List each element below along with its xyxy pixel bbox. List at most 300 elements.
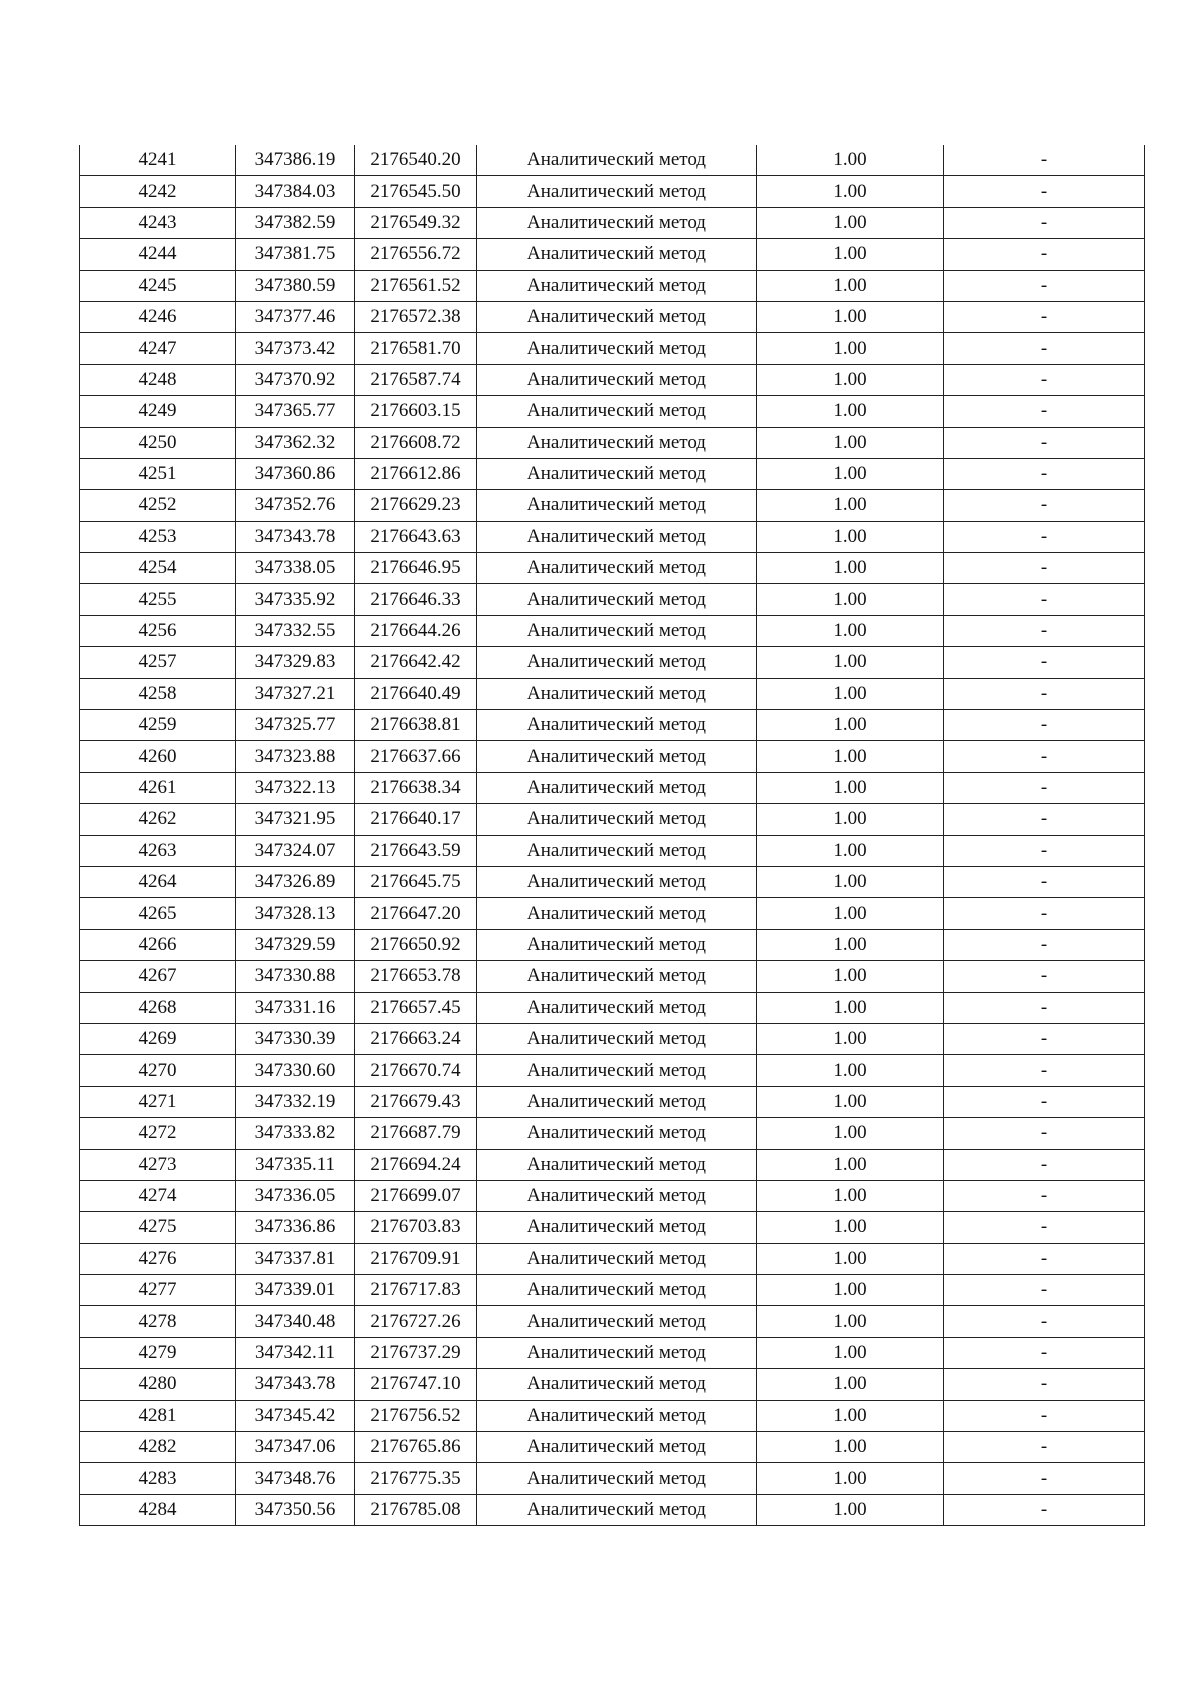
note-cell: - [944, 1463, 1145, 1494]
accuracy-cell: 1.00 [757, 898, 944, 929]
table-row [80, 1055, 1145, 1086]
table-row [80, 1180, 1145, 1211]
point-number-cell: 4256 [80, 615, 236, 646]
y-coordinate-cell: 2176717.83 [355, 1275, 477, 1306]
table-row [80, 961, 1145, 992]
table-row [80, 1023, 1145, 1054]
point-number-cell: 4275 [80, 1212, 236, 1243]
table-row [80, 804, 1145, 835]
x-coordinate-cell: 347338.05 [236, 553, 355, 584]
x-coordinate-cell: 347345.42 [236, 1400, 355, 1431]
accuracy-cell: 1.00 [757, 961, 944, 992]
x-coordinate-cell: 347352.76 [236, 490, 355, 521]
note-cell: - [944, 1275, 1145, 1306]
y-coordinate-cell: 2176687.79 [355, 1118, 477, 1149]
accuracy-cell: 1.00 [757, 364, 944, 395]
table-row [80, 1400, 1145, 1431]
y-coordinate-cell: 2176629.23 [355, 490, 477, 521]
table-row [80, 270, 1145, 301]
table-row [80, 1337, 1145, 1368]
accuracy-cell: 1.00 [757, 710, 944, 741]
method-cell: Аналитический метод [477, 647, 757, 678]
method-cell: Аналитический метод [477, 584, 757, 615]
y-coordinate-cell: 2176643.63 [355, 521, 477, 552]
method-cell: Аналитический метод [477, 1494, 757, 1525]
x-coordinate-cell: 347362.32 [236, 427, 355, 458]
note-cell: - [944, 1149, 1145, 1180]
note-cell: - [944, 898, 1145, 929]
note-cell: - [944, 145, 1145, 176]
x-coordinate-cell: 347339.01 [236, 1275, 355, 1306]
y-coordinate-cell: 2176540.20 [355, 145, 477, 176]
x-coordinate-cell: 347323.88 [236, 741, 355, 772]
x-coordinate-cell: 347329.59 [236, 929, 355, 960]
point-number-cell: 4242 [80, 176, 236, 207]
x-coordinate-cell: 347360.86 [236, 458, 355, 489]
method-cell: Аналитический метод [477, 1180, 757, 1211]
accuracy-cell: 1.00 [757, 333, 944, 364]
accuracy-cell: 1.00 [757, 678, 944, 709]
point-number-cell: 4247 [80, 333, 236, 364]
accuracy-cell: 1.00 [757, 741, 944, 772]
table-row [80, 301, 1145, 332]
accuracy-cell: 1.00 [757, 1212, 944, 1243]
method-cell: Аналитический метод [477, 427, 757, 458]
accuracy-cell: 1.00 [757, 1463, 944, 1494]
y-coordinate-cell: 2176747.10 [355, 1369, 477, 1400]
table-row [80, 427, 1145, 458]
x-coordinate-cell: 347327.21 [236, 678, 355, 709]
x-coordinate-cell: 347336.86 [236, 1212, 355, 1243]
table-row [80, 1494, 1145, 1525]
x-coordinate-cell: 347330.88 [236, 961, 355, 992]
accuracy-cell: 1.00 [757, 1432, 944, 1463]
point-number-cell: 4284 [80, 1494, 236, 1525]
table-row [80, 490, 1145, 521]
y-coordinate-cell: 2176775.35 [355, 1463, 477, 1494]
method-cell: Аналитический метод [477, 458, 757, 489]
accuracy-cell: 1.00 [757, 1118, 944, 1149]
method-cell: Аналитический метод [477, 1275, 757, 1306]
y-coordinate-cell: 2176556.72 [355, 239, 477, 270]
x-coordinate-cell: 347377.46 [236, 301, 355, 332]
point-number-cell: 4261 [80, 772, 236, 803]
x-coordinate-cell: 347340.48 [236, 1306, 355, 1337]
y-coordinate-cell: 2176642.42 [355, 647, 477, 678]
point-number-cell: 4241 [80, 145, 236, 176]
accuracy-cell: 1.00 [757, 1369, 944, 1400]
y-coordinate-cell: 2176679.43 [355, 1086, 477, 1117]
accuracy-cell: 1.00 [757, 584, 944, 615]
y-coordinate-cell: 2176638.34 [355, 772, 477, 803]
method-cell: Аналитический метод [477, 961, 757, 992]
accuracy-cell: 1.00 [757, 490, 944, 521]
y-coordinate-cell: 2176646.33 [355, 584, 477, 615]
table-row [80, 1212, 1145, 1243]
point-number-cell: 4267 [80, 961, 236, 992]
y-coordinate-cell: 2176737.29 [355, 1337, 477, 1368]
point-number-cell: 4253 [80, 521, 236, 552]
y-coordinate-cell: 2176709.91 [355, 1243, 477, 1274]
accuracy-cell: 1.00 [757, 1275, 944, 1306]
accuracy-cell: 1.00 [757, 1055, 944, 1086]
accuracy-cell: 1.00 [757, 1494, 944, 1525]
note-cell: - [944, 396, 1145, 427]
table-row [80, 176, 1145, 207]
y-coordinate-cell: 2176647.20 [355, 898, 477, 929]
method-cell: Аналитический метод [477, 1086, 757, 1117]
note-cell: - [944, 678, 1145, 709]
accuracy-cell: 1.00 [757, 992, 944, 1023]
x-coordinate-cell: 347326.89 [236, 866, 355, 897]
y-coordinate-cell: 2176646.95 [355, 553, 477, 584]
point-number-cell: 4248 [80, 364, 236, 395]
point-number-cell: 4269 [80, 1023, 236, 1054]
x-coordinate-cell: 347384.03 [236, 176, 355, 207]
x-coordinate-cell: 347381.75 [236, 239, 355, 270]
method-cell: Аналитический метод [477, 1369, 757, 1400]
note-cell: - [944, 239, 1145, 270]
table-row [80, 1306, 1145, 1337]
method-cell: Аналитический метод [477, 1055, 757, 1086]
x-coordinate-cell: 347370.92 [236, 364, 355, 395]
table-row [80, 584, 1145, 615]
point-number-cell: 4254 [80, 553, 236, 584]
table-row [80, 741, 1145, 772]
x-coordinate-cell: 347350.56 [236, 1494, 355, 1525]
point-number-cell: 4263 [80, 835, 236, 866]
method-cell: Аналитический метод [477, 1212, 757, 1243]
method-cell: Аналитический метод [477, 553, 757, 584]
table-row [80, 710, 1145, 741]
y-coordinate-cell: 2176785.08 [355, 1494, 477, 1525]
note-cell: - [944, 1023, 1145, 1054]
table-row [80, 396, 1145, 427]
accuracy-cell: 1.00 [757, 804, 944, 835]
accuracy-cell: 1.00 [757, 239, 944, 270]
y-coordinate-cell: 2176581.70 [355, 333, 477, 364]
accuracy-cell: 1.00 [757, 270, 944, 301]
note-cell: - [944, 270, 1145, 301]
y-coordinate-cell: 2176608.72 [355, 427, 477, 458]
method-cell: Аналитический метод [477, 1400, 757, 1431]
method-cell: Аналитический метод [477, 866, 757, 897]
y-coordinate-cell: 2176703.83 [355, 1212, 477, 1243]
y-coordinate-cell: 2176587.74 [355, 364, 477, 395]
table-row [80, 521, 1145, 552]
method-cell: Аналитический метод [477, 992, 757, 1023]
y-coordinate-cell: 2176694.24 [355, 1149, 477, 1180]
coordinates-table [79, 145, 1145, 1526]
table-row [80, 898, 1145, 929]
x-coordinate-cell: 347332.55 [236, 615, 355, 646]
note-cell: - [944, 1337, 1145, 1368]
method-cell: Аналитический метод [477, 176, 757, 207]
point-number-cell: 4251 [80, 458, 236, 489]
x-coordinate-cell: 347382.59 [236, 207, 355, 238]
point-number-cell: 4278 [80, 1306, 236, 1337]
note-cell: - [944, 1180, 1145, 1211]
x-coordinate-cell: 347325.77 [236, 710, 355, 741]
note-cell: - [944, 866, 1145, 897]
x-coordinate-cell: 347343.78 [236, 521, 355, 552]
point-number-cell: 4268 [80, 992, 236, 1023]
table-row [80, 835, 1145, 866]
accuracy-cell: 1.00 [757, 772, 944, 803]
x-coordinate-cell: 347322.13 [236, 772, 355, 803]
method-cell: Аналитический метод [477, 396, 757, 427]
y-coordinate-cell: 2176699.07 [355, 1180, 477, 1211]
method-cell: Аналитический метод [477, 1023, 757, 1054]
point-number-cell: 4280 [80, 1369, 236, 1400]
x-coordinate-cell: 347330.39 [236, 1023, 355, 1054]
x-coordinate-cell: 347347.06 [236, 1432, 355, 1463]
y-coordinate-cell: 2176612.86 [355, 458, 477, 489]
point-number-cell: 4243 [80, 207, 236, 238]
table-row [80, 992, 1145, 1023]
method-cell: Аналитический метод [477, 1149, 757, 1180]
table-row [80, 929, 1145, 960]
point-number-cell: 4262 [80, 804, 236, 835]
method-cell: Аналитический метод [477, 898, 757, 929]
method-cell: Аналитический метод [477, 678, 757, 709]
accuracy-cell: 1.00 [757, 553, 944, 584]
note-cell: - [944, 710, 1145, 741]
y-coordinate-cell: 2176657.45 [355, 992, 477, 1023]
point-number-cell: 4245 [80, 270, 236, 301]
method-cell: Аналитический метод [477, 521, 757, 552]
note-cell: - [944, 772, 1145, 803]
note-cell: - [944, 1212, 1145, 1243]
note-cell: - [944, 521, 1145, 552]
accuracy-cell: 1.00 [757, 1086, 944, 1117]
note-cell: - [944, 1494, 1145, 1525]
table-row [80, 1086, 1145, 1117]
point-number-cell: 4283 [80, 1463, 236, 1494]
point-number-cell: 4266 [80, 929, 236, 960]
y-coordinate-cell: 2176645.75 [355, 866, 477, 897]
y-coordinate-cell: 2176663.24 [355, 1023, 477, 1054]
note-cell: - [944, 490, 1145, 521]
y-coordinate-cell: 2176727.26 [355, 1306, 477, 1337]
point-number-cell: 4282 [80, 1432, 236, 1463]
table-row [80, 207, 1145, 238]
accuracy-cell: 1.00 [757, 1400, 944, 1431]
method-cell: Аналитический метод [477, 333, 757, 364]
accuracy-cell: 1.00 [757, 866, 944, 897]
y-coordinate-cell: 2176561.52 [355, 270, 477, 301]
table-row [80, 333, 1145, 364]
note-cell: - [944, 1086, 1145, 1117]
method-cell: Аналитический метод [477, 364, 757, 395]
note-cell: - [944, 647, 1145, 678]
y-coordinate-cell: 2176653.78 [355, 961, 477, 992]
note-cell: - [944, 1055, 1145, 1086]
point-number-cell: 4272 [80, 1118, 236, 1149]
accuracy-cell: 1.00 [757, 1306, 944, 1337]
table-row [80, 1118, 1145, 1149]
point-number-cell: 4257 [80, 647, 236, 678]
accuracy-cell: 1.00 [757, 835, 944, 866]
method-cell: Аналитический метод [477, 1306, 757, 1337]
point-number-cell: 4249 [80, 396, 236, 427]
table-row [80, 458, 1145, 489]
method-cell: Аналитический метод [477, 1463, 757, 1494]
accuracy-cell: 1.00 [757, 1023, 944, 1054]
note-cell: - [944, 1118, 1145, 1149]
point-number-cell: 4264 [80, 866, 236, 897]
x-coordinate-cell: 347335.11 [236, 1149, 355, 1180]
note-cell: - [944, 929, 1145, 960]
y-coordinate-cell: 2176670.74 [355, 1055, 477, 1086]
y-coordinate-cell: 2176638.81 [355, 710, 477, 741]
table-row [80, 1463, 1145, 1494]
x-coordinate-cell: 347324.07 [236, 835, 355, 866]
accuracy-cell: 1.00 [757, 176, 944, 207]
y-coordinate-cell: 2176603.15 [355, 396, 477, 427]
method-cell: Аналитический метод [477, 490, 757, 521]
method-cell: Аналитический метод [477, 804, 757, 835]
x-coordinate-cell: 347342.11 [236, 1337, 355, 1368]
y-coordinate-cell: 2176765.86 [355, 1432, 477, 1463]
table-row [80, 1149, 1145, 1180]
accuracy-cell: 1.00 [757, 458, 944, 489]
accuracy-cell: 1.00 [757, 929, 944, 960]
point-number-cell: 4259 [80, 710, 236, 741]
note-cell: - [944, 301, 1145, 332]
accuracy-cell: 1.00 [757, 1180, 944, 1211]
accuracy-cell: 1.00 [757, 396, 944, 427]
method-cell: Аналитический метод [477, 1432, 757, 1463]
y-coordinate-cell: 2176650.92 [355, 929, 477, 960]
table-row [80, 1243, 1145, 1274]
accuracy-cell: 1.00 [757, 1243, 944, 1274]
method-cell: Аналитический метод [477, 301, 757, 332]
accuracy-cell: 1.00 [757, 1337, 944, 1368]
note-cell: - [944, 1243, 1145, 1274]
accuracy-cell: 1.00 [757, 1149, 944, 1180]
y-coordinate-cell: 2176756.52 [355, 1400, 477, 1431]
note-cell: - [944, 364, 1145, 395]
note-cell: - [944, 741, 1145, 772]
table-row [80, 553, 1145, 584]
x-coordinate-cell: 347336.05 [236, 1180, 355, 1211]
note-cell: - [944, 1400, 1145, 1431]
accuracy-cell: 1.00 [757, 207, 944, 238]
note-cell: - [944, 553, 1145, 584]
note-cell: - [944, 584, 1145, 615]
accuracy-cell: 1.00 [757, 427, 944, 458]
method-cell: Аналитический метод [477, 835, 757, 866]
point-number-cell: 4273 [80, 1149, 236, 1180]
point-number-cell: 4271 [80, 1086, 236, 1117]
note-cell: - [944, 207, 1145, 238]
method-cell: Аналитический метод [477, 239, 757, 270]
x-coordinate-cell: 347380.59 [236, 270, 355, 301]
point-number-cell: 4252 [80, 490, 236, 521]
point-number-cell: 4277 [80, 1275, 236, 1306]
method-cell: Аналитический метод [477, 270, 757, 301]
method-cell: Аналитический метод [477, 1337, 757, 1368]
note-cell: - [944, 427, 1145, 458]
note-cell: - [944, 333, 1145, 364]
note-cell: - [944, 961, 1145, 992]
table-row [80, 647, 1145, 678]
point-number-cell: 4274 [80, 1180, 236, 1211]
x-coordinate-cell: 347329.83 [236, 647, 355, 678]
x-coordinate-cell: 347321.95 [236, 804, 355, 835]
point-number-cell: 4281 [80, 1400, 236, 1431]
note-cell: - [944, 992, 1145, 1023]
method-cell: Аналитический метод [477, 207, 757, 238]
x-coordinate-cell: 347335.92 [236, 584, 355, 615]
accuracy-cell: 1.00 [757, 145, 944, 176]
table-row [80, 1275, 1145, 1306]
x-coordinate-cell: 347365.77 [236, 396, 355, 427]
method-cell: Аналитический метод [477, 772, 757, 803]
point-number-cell: 4260 [80, 741, 236, 772]
note-cell: - [944, 835, 1145, 866]
note-cell: - [944, 176, 1145, 207]
method-cell: Аналитический метод [477, 145, 757, 176]
x-coordinate-cell: 347330.60 [236, 1055, 355, 1086]
y-coordinate-cell: 2176549.32 [355, 207, 477, 238]
point-number-cell: 4246 [80, 301, 236, 332]
table-row [80, 1369, 1145, 1400]
table-row [80, 239, 1145, 270]
table-row [80, 678, 1145, 709]
table-row [80, 772, 1145, 803]
x-coordinate-cell: 347343.78 [236, 1369, 355, 1400]
point-number-cell: 4258 [80, 678, 236, 709]
point-number-cell: 4276 [80, 1243, 236, 1274]
x-coordinate-cell: 347348.76 [236, 1463, 355, 1494]
x-coordinate-cell: 347331.16 [236, 992, 355, 1023]
x-coordinate-cell: 347337.81 [236, 1243, 355, 1274]
note-cell: - [944, 1306, 1145, 1337]
table-row [80, 615, 1145, 646]
note-cell: - [944, 804, 1145, 835]
accuracy-cell: 1.00 [757, 301, 944, 332]
point-number-cell: 4279 [80, 1337, 236, 1368]
x-coordinate-cell: 347328.13 [236, 898, 355, 929]
point-number-cell: 4270 [80, 1055, 236, 1086]
x-coordinate-cell: 347386.19 [236, 145, 355, 176]
point-number-cell: 4265 [80, 898, 236, 929]
y-coordinate-cell: 2176640.49 [355, 678, 477, 709]
table-row [80, 145, 1145, 176]
point-number-cell: 4255 [80, 584, 236, 615]
method-cell: Аналитический метод [477, 1243, 757, 1274]
accuracy-cell: 1.00 [757, 647, 944, 678]
y-coordinate-cell: 2176637.66 [355, 741, 477, 772]
note-cell: - [944, 615, 1145, 646]
table-row [80, 364, 1145, 395]
method-cell: Аналитический метод [477, 615, 757, 646]
note-cell: - [944, 1369, 1145, 1400]
y-coordinate-cell: 2176545.50 [355, 176, 477, 207]
point-number-cell: 4244 [80, 239, 236, 270]
y-coordinate-cell: 2176572.38 [355, 301, 477, 332]
table-row [80, 1432, 1145, 1463]
table-row [80, 866, 1145, 897]
method-cell: Аналитический метод [477, 710, 757, 741]
note-cell: - [944, 458, 1145, 489]
method-cell: Аналитический метод [477, 741, 757, 772]
y-coordinate-cell: 2176640.17 [355, 804, 477, 835]
x-coordinate-cell: 347373.42 [236, 333, 355, 364]
accuracy-cell: 1.00 [757, 521, 944, 552]
